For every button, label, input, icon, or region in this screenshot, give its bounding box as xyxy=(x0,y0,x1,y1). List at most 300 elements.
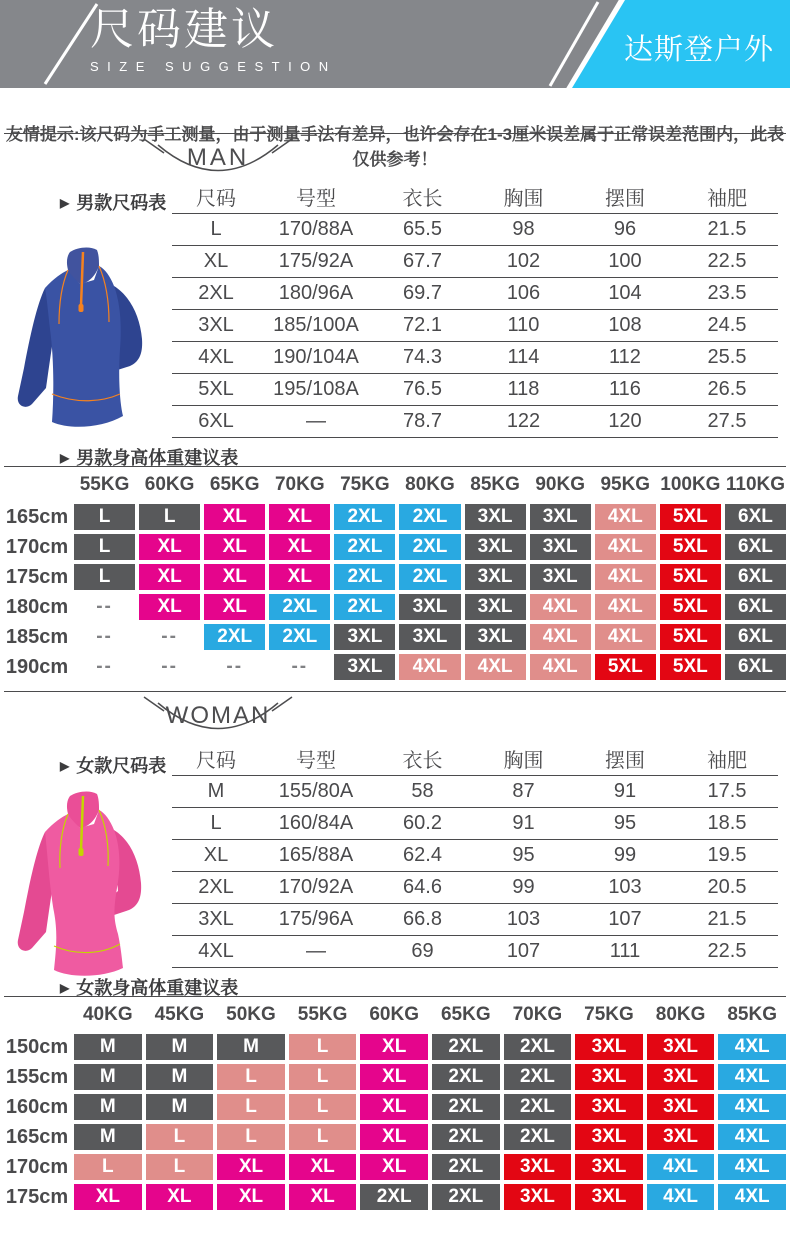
woman-divider-badge xyxy=(140,694,296,740)
grid-size-cell: 2XL xyxy=(504,1124,572,1150)
grid-size-cell: 2XL xyxy=(334,504,395,530)
grid-size-cell: 3XL xyxy=(504,1154,572,1180)
size-table-column-header: 袖肥 xyxy=(676,742,778,776)
man-jacket-image xyxy=(2,244,157,444)
grid-weight-header: 95KG xyxy=(600,474,651,495)
grid-height-label: 155cm xyxy=(5,1065,69,1088)
man-grid-bottom-rule xyxy=(4,691,786,692)
grid-size-cell: M xyxy=(146,1034,214,1060)
grid-size-cell: 4XL xyxy=(465,654,526,680)
woman-jacket-image xyxy=(2,788,157,988)
size-table-column-header: 号型 xyxy=(260,742,372,776)
grid-size-cell: L xyxy=(217,1094,285,1120)
size-table-cell: 22.5 xyxy=(676,246,778,278)
grid-size-cell: 6XL xyxy=(725,564,786,590)
size-table-cell: 2XL xyxy=(172,278,260,310)
grid-corner xyxy=(4,1000,70,1030)
grid-size-cell: 3XL xyxy=(334,624,395,650)
size-table-row xyxy=(172,214,778,246)
grid-size-cell: 6XL xyxy=(725,534,786,560)
grid-height-label: 160cm xyxy=(5,1095,69,1118)
size-table-cell: 100 xyxy=(574,246,676,278)
size-table-cell: 76.5 xyxy=(372,374,473,406)
grid-size-cell: 5XL xyxy=(660,594,721,620)
grid-size-cell: XL xyxy=(139,594,200,620)
size-table-cell: 180/96A xyxy=(260,278,372,310)
grid-size-cell: 2XL xyxy=(399,534,460,560)
grid-size-cell: 2XL xyxy=(432,1064,500,1090)
grid-size-cell: L xyxy=(146,1124,214,1150)
size-table-column-header: 摆围 xyxy=(574,180,676,214)
grid-weight-header: 60KG xyxy=(369,1004,419,1025)
grid-size-cell: 3XL xyxy=(465,624,526,650)
header-banner xyxy=(0,0,790,88)
triangle-bullet-icon: ▶ xyxy=(60,981,70,995)
size-table-cell: 106 xyxy=(473,278,574,310)
size-table-cell: 190/104A xyxy=(260,342,372,374)
size-table-cell: 91 xyxy=(574,776,676,808)
grid-size-cell: 4XL xyxy=(718,1184,786,1210)
size-table-cell: 112 xyxy=(574,342,676,374)
grid-height-label: 175cm xyxy=(5,565,69,588)
grid-size-cell: 3XL xyxy=(575,1094,643,1120)
size-table-cell: — xyxy=(260,936,372,968)
grid-weight-header: 90KG xyxy=(535,474,585,495)
grid-size-cell: 5XL xyxy=(660,624,721,650)
grid-size-cell: XL xyxy=(139,564,200,590)
grid-size-cell: XL xyxy=(204,504,265,530)
grid-size-cell: 2XL xyxy=(204,624,265,650)
grid-size-cell: 5XL xyxy=(595,654,656,680)
grid-size-cell: 3XL xyxy=(575,1154,643,1180)
size-table-cell: 18.5 xyxy=(676,808,778,840)
grid-size-cell: XL xyxy=(360,1064,428,1090)
badge-right-tick-icon xyxy=(272,139,292,153)
grid-size-cell: 3XL xyxy=(399,624,460,650)
grid-size-cell: XL xyxy=(217,1154,285,1180)
grid-weight-header: 55KG xyxy=(297,1004,348,1025)
size-table-cell: 64.6 xyxy=(372,872,473,904)
grid-size-cell: -- xyxy=(161,626,178,647)
size-table-cell: 103 xyxy=(473,904,574,936)
grid-size-cell: 5XL xyxy=(660,654,721,680)
grid-size-cell: 3XL xyxy=(530,534,591,560)
size-table-cell: 74.3 xyxy=(372,342,473,374)
grid-size-cell: L xyxy=(289,1124,357,1150)
grid-size-cell: 2XL xyxy=(334,534,395,560)
size-table-cell: 87 xyxy=(473,776,574,808)
size-table-cell: 4XL xyxy=(172,342,260,374)
grid-size-cell: L xyxy=(289,1034,357,1060)
grid-size-cell: 4XL xyxy=(718,1154,786,1180)
size-table-cell: 69 xyxy=(372,936,473,968)
size-table-header-row xyxy=(172,742,778,776)
size-table-cell: 65.5 xyxy=(372,214,473,246)
size-table-column-header: 衣长 xyxy=(372,742,473,776)
grid-size-cell: 2XL xyxy=(399,564,460,590)
grid-size-cell: 4XL xyxy=(530,624,591,650)
triangle-bullet-icon: ▶ xyxy=(60,196,70,210)
size-table-cell: M xyxy=(172,776,260,808)
grid-size-cell: 3XL xyxy=(575,1124,643,1150)
grid-size-cell: 4XL xyxy=(595,594,656,620)
grid-weight-header: 80KG xyxy=(405,474,455,495)
grid-size-cell: 2XL xyxy=(504,1094,572,1120)
grid-size-cell: -- xyxy=(96,626,113,647)
size-table-cell: 17.5 xyxy=(676,776,778,808)
grid-height-label: 170cm xyxy=(5,1155,69,1178)
grid-size-cell: 2XL xyxy=(432,1184,500,1210)
grid-size-cell: XL xyxy=(360,1034,428,1060)
grid-size-cell: M xyxy=(74,1034,142,1060)
grid-size-cell: XL xyxy=(289,1154,357,1180)
grid-weight-header: 60KG xyxy=(144,474,195,495)
grid-size-cell: XL xyxy=(269,504,330,530)
size-table-cell: 21.5 xyxy=(676,904,778,936)
woman-grid-top-rule xyxy=(4,996,786,997)
grid-corner xyxy=(4,470,70,500)
grid-size-cell: 4XL xyxy=(595,624,656,650)
grid-size-cell: 3XL xyxy=(334,654,395,680)
grid-size-cell: 2XL xyxy=(432,1154,500,1180)
grid-size-cell: XL xyxy=(289,1184,357,1210)
man-grid-label-text: 男款身高体重建议表 xyxy=(76,448,239,468)
size-table-cell: 103 xyxy=(574,872,676,904)
grid-size-cell: L xyxy=(74,1154,142,1180)
size-table-row xyxy=(172,904,778,936)
size-table-cell: 4XL xyxy=(172,936,260,968)
grid-size-cell: 4XL xyxy=(399,654,460,680)
size-table-cell: 96 xyxy=(574,214,676,246)
size-table-cell: 165/88A xyxy=(260,840,372,872)
size-table-cell: 195/108A xyxy=(260,374,372,406)
grid-size-cell: 4XL xyxy=(530,654,591,680)
woman-jacket-zipper-pull xyxy=(79,848,84,856)
badge-left-tick-icon xyxy=(144,697,164,711)
size-table-cell: 66.8 xyxy=(372,904,473,936)
size-table-cell: 60.2 xyxy=(372,808,473,840)
grid-weight-header: 55KG xyxy=(79,474,130,495)
grid-height-label: 175cm xyxy=(5,1185,69,1208)
size-table-header-row xyxy=(172,180,778,214)
man-size-table-label xyxy=(60,189,166,215)
grid-height-label: 185cm xyxy=(5,625,69,648)
grid-weight-header: 65KG xyxy=(209,474,260,495)
grid-weight-header: 85KG xyxy=(727,1004,777,1025)
notice-text: 友情提示:该尺码为手工测量，由于测量手法有差异，也许会存在1-3厘米误差属于正常误差范围内，此表仅供参考！ xyxy=(5,125,785,169)
size-table-cell: 3XL xyxy=(172,310,260,342)
man-divider-badge xyxy=(140,136,296,182)
grid-size-cell: -- xyxy=(96,596,113,617)
grid-size-cell: M xyxy=(146,1064,214,1090)
grid-weight-header: 100KG xyxy=(660,474,721,495)
grid-size-cell: 5XL xyxy=(660,564,721,590)
size-table-cell: 24.5 xyxy=(676,310,778,342)
size-table-column-header: 尺码 xyxy=(172,180,260,214)
size-table-column-header: 衣长 xyxy=(372,180,473,214)
grid-size-cell: 3XL xyxy=(647,1094,715,1120)
size-table-cell: 110 xyxy=(473,310,574,342)
woman-jacket-body xyxy=(45,810,123,976)
size-table-cell: 2XL xyxy=(172,872,260,904)
grid-size-cell: XL xyxy=(146,1184,214,1210)
grid-size-cell: 4XL xyxy=(595,534,656,560)
man-grid-top-rule xyxy=(4,466,786,467)
grid-size-cell: L xyxy=(289,1094,357,1120)
size-table-cell: XL xyxy=(172,246,260,278)
grid-size-cell: M xyxy=(74,1124,142,1150)
size-table-cell: 107 xyxy=(473,936,574,968)
size-table-cell: 69.7 xyxy=(372,278,473,310)
grid-height-label: 190cm xyxy=(5,655,69,678)
grid-size-cell: XL xyxy=(360,1124,428,1150)
grid-size-cell: 6XL xyxy=(725,594,786,620)
grid-size-cell: 4XL xyxy=(647,1154,715,1180)
size-table-row xyxy=(172,310,778,342)
grid-size-cell: 3XL xyxy=(465,594,526,620)
grid-size-cell: 3XL xyxy=(465,534,526,560)
grid-size-cell: 6XL xyxy=(725,624,786,650)
grid-size-cell: 2XL xyxy=(504,1064,572,1090)
grid-size-cell: 3XL xyxy=(530,504,591,530)
grid-size-cell: 5XL xyxy=(660,504,721,530)
grid-size-cell: 3XL xyxy=(399,594,460,620)
grid-size-cell: 4XL xyxy=(718,1124,786,1150)
size-table-cell: 78.7 xyxy=(372,406,473,438)
size-table-cell: 25.5 xyxy=(676,342,778,374)
grid-size-cell: 6XL xyxy=(725,654,786,680)
grid-size-cell: -- xyxy=(226,656,244,677)
grid-height-label: 180cm xyxy=(5,595,69,618)
grid-size-cell: XL xyxy=(360,1094,428,1120)
grid-size-cell: 4XL xyxy=(718,1034,786,1060)
woman-size-table-label-text: 女款尺码表 xyxy=(76,756,167,776)
grid-size-cell: XL xyxy=(204,534,265,560)
grid-height-label: 165cm xyxy=(5,1125,69,1148)
size-table-cell: — xyxy=(260,406,372,438)
grid-size-cell: XL xyxy=(204,564,265,590)
woman-height-weight-grid xyxy=(4,1000,786,1210)
grid-size-cell: XL xyxy=(360,1154,428,1180)
grid-size-cell: 2XL xyxy=(399,504,460,530)
size-table-column-header: 袖肥 xyxy=(676,180,778,214)
size-table-cell: 21.5 xyxy=(676,214,778,246)
badge-right-tick-icon xyxy=(272,697,292,711)
size-table-cell: 23.5 xyxy=(676,278,778,310)
size-table-cell: L xyxy=(172,808,260,840)
size-table-row xyxy=(172,406,778,438)
size-table-cell: 120 xyxy=(574,406,676,438)
grid-size-cell: 3XL xyxy=(530,564,591,590)
grid-weight-header: 110KG xyxy=(725,474,786,495)
size-table-cell: 91 xyxy=(473,808,574,840)
size-table-column-header: 尺码 xyxy=(172,742,260,776)
grid-size-cell: 4XL xyxy=(718,1064,786,1090)
size-table-cell: XL xyxy=(172,840,260,872)
grid-size-cell: L xyxy=(74,534,135,560)
grid-size-cell: L xyxy=(74,504,135,530)
size-table-cell: 102 xyxy=(473,246,574,278)
grid-size-cell: -- xyxy=(161,656,178,677)
triangle-bullet-icon: ▶ xyxy=(60,759,70,773)
man-size-table-label-text: 男款尺码表 xyxy=(76,193,167,213)
grid-size-cell: L xyxy=(146,1154,214,1180)
grid-height-label: 170cm xyxy=(5,535,69,558)
grid-size-cell: L xyxy=(217,1124,285,1150)
size-table-column-header: 摆围 xyxy=(574,742,676,776)
size-table-cell: 99 xyxy=(473,872,574,904)
size-table-cell: 116 xyxy=(574,374,676,406)
size-table-column-header: 号型 xyxy=(260,180,372,214)
man-height-weight-grid xyxy=(4,470,786,680)
size-table-cell: 108 xyxy=(574,310,676,342)
grid-size-cell: M xyxy=(146,1094,214,1120)
grid-size-cell: L xyxy=(74,564,135,590)
woman-divider-label: WOMAN xyxy=(165,702,271,729)
grid-size-cell: L xyxy=(289,1064,357,1090)
grid-size-cell: 2XL xyxy=(269,624,330,650)
size-table-row xyxy=(172,246,778,278)
size-table-cell: 19.5 xyxy=(676,840,778,872)
woman-size-table-label xyxy=(60,752,166,778)
size-table-cell: 6XL xyxy=(172,406,260,438)
brand-badge: 达斯登户外 xyxy=(623,34,774,66)
size-table-cell: 170/88A xyxy=(260,214,372,246)
grid-weight-header: 80KG xyxy=(655,1004,706,1025)
size-table-cell: 118 xyxy=(473,374,574,406)
size-table-row xyxy=(172,342,778,374)
grid-weight-header: 45KG xyxy=(154,1004,205,1025)
size-table-cell: 111 xyxy=(574,936,676,968)
size-table-cell: 114 xyxy=(473,342,574,374)
grid-weight-header: 85KG xyxy=(470,474,520,495)
grid-size-cell: 2XL xyxy=(269,594,330,620)
grid-size-cell: L xyxy=(139,504,200,530)
size-table-cell: 22.5 xyxy=(676,936,778,968)
size-table-cell: 72.1 xyxy=(372,310,473,342)
size-table-cell: 107 xyxy=(574,904,676,936)
grid-size-cell: 3XL xyxy=(647,1034,715,1060)
grid-size-cell: 3XL xyxy=(575,1034,643,1060)
size-table-row xyxy=(172,872,778,904)
size-table-column-header: 胸围 xyxy=(473,180,574,214)
man-jacket-zipper-pull xyxy=(79,304,84,312)
grid-weight-header: 40KG xyxy=(82,1004,133,1025)
grid-size-cell: M xyxy=(217,1034,285,1060)
grid-size-cell: 2XL xyxy=(334,564,395,590)
grid-size-cell: 2XL xyxy=(334,594,395,620)
size-table-cell: 95 xyxy=(574,808,676,840)
grid-size-cell: XL xyxy=(74,1184,142,1210)
page-title: 尺码建议 xyxy=(90,5,278,54)
man-size-table xyxy=(172,180,778,438)
size-table-row xyxy=(172,278,778,310)
grid-size-cell: 4XL xyxy=(718,1094,786,1120)
grid-weight-header: 50KG xyxy=(226,1004,276,1025)
size-table-cell: L xyxy=(172,214,260,246)
grid-size-cell: XL xyxy=(269,564,330,590)
grid-height-label: 165cm xyxy=(5,505,69,528)
size-table-column-header: 胸围 xyxy=(473,742,574,776)
grid-weight-header: 75KG xyxy=(584,1004,634,1025)
grid-size-cell: 3XL xyxy=(647,1064,715,1090)
grid-size-cell: M xyxy=(74,1094,142,1120)
grid-weight-header: 75KG xyxy=(340,474,390,495)
grid-weight-header: 70KG xyxy=(274,474,325,495)
size-table-cell: 20.5 xyxy=(676,872,778,904)
size-table-cell: 170/92A xyxy=(260,872,372,904)
grid-weight-header: 70KG xyxy=(512,1004,563,1025)
size-table-cell: 122 xyxy=(473,406,574,438)
grid-size-cell: 2XL xyxy=(432,1094,500,1120)
grid-size-cell: 2XL xyxy=(432,1124,500,1150)
man-jacket-body xyxy=(45,266,123,427)
size-table-cell: 62.4 xyxy=(372,840,473,872)
size-table-cell: 5XL xyxy=(172,374,260,406)
grid-size-cell: 4XL xyxy=(647,1184,715,1210)
grid-size-cell: 3XL xyxy=(504,1184,572,1210)
size-table-cell: 98 xyxy=(473,214,574,246)
size-table-cell: 104 xyxy=(574,278,676,310)
size-table-cell: 3XL xyxy=(172,904,260,936)
size-table-row xyxy=(172,776,778,808)
page-subtitle: SIZE SUGGESTION xyxy=(90,59,337,74)
grid-size-cell: 4XL xyxy=(595,504,656,530)
grid-size-cell: 3XL xyxy=(465,564,526,590)
grid-size-cell: 3XL xyxy=(647,1124,715,1150)
grid-size-cell: 4XL xyxy=(595,564,656,590)
size-table-row xyxy=(172,936,778,968)
man-divider-rule xyxy=(4,133,786,134)
badge-left-tick-icon xyxy=(144,139,164,153)
grid-size-cell: 3XL xyxy=(465,504,526,530)
grid-size-cell: XL xyxy=(204,594,265,620)
woman-size-table xyxy=(172,742,778,968)
grid-size-cell: 2XL xyxy=(432,1034,500,1060)
size-table-cell: 95 xyxy=(473,840,574,872)
size-table-row xyxy=(172,374,778,406)
grid-weight-header: 65KG xyxy=(440,1004,491,1025)
size-table-cell: 175/92A xyxy=(260,246,372,278)
size-table-cell: 99 xyxy=(574,840,676,872)
triangle-bullet-icon: ▶ xyxy=(60,451,70,465)
size-table-cell: 67.7 xyxy=(372,246,473,278)
grid-size-cell: XL xyxy=(217,1184,285,1210)
man-divider-label: MAN xyxy=(186,144,250,171)
grid-size-cell: 6XL xyxy=(725,504,786,530)
size-table-cell: 175/96A xyxy=(260,904,372,936)
size-table-cell: 185/100A xyxy=(260,310,372,342)
grid-size-cell: 2XL xyxy=(504,1034,572,1060)
header-titles xyxy=(90,6,337,74)
grid-size-cell: -- xyxy=(291,656,309,677)
grid-size-cell: 5XL xyxy=(660,534,721,560)
grid-size-cell: XL xyxy=(269,534,330,560)
size-table-row xyxy=(172,808,778,840)
grid-size-cell: L xyxy=(217,1064,285,1090)
grid-size-cell: 4XL xyxy=(530,594,591,620)
grid-height-label: 150cm xyxy=(5,1035,69,1058)
size-table-row xyxy=(172,840,778,872)
size-table-cell: 58 xyxy=(372,776,473,808)
grid-size-cell: 3XL xyxy=(575,1064,643,1090)
grid-size-cell: M xyxy=(74,1064,142,1090)
size-table-cell: 155/80A xyxy=(260,776,372,808)
grid-size-cell: -- xyxy=(96,656,113,677)
grid-size-cell: 2XL xyxy=(360,1184,428,1210)
grid-size-cell: 3XL xyxy=(575,1184,643,1210)
grid-size-cell: XL xyxy=(139,534,200,560)
